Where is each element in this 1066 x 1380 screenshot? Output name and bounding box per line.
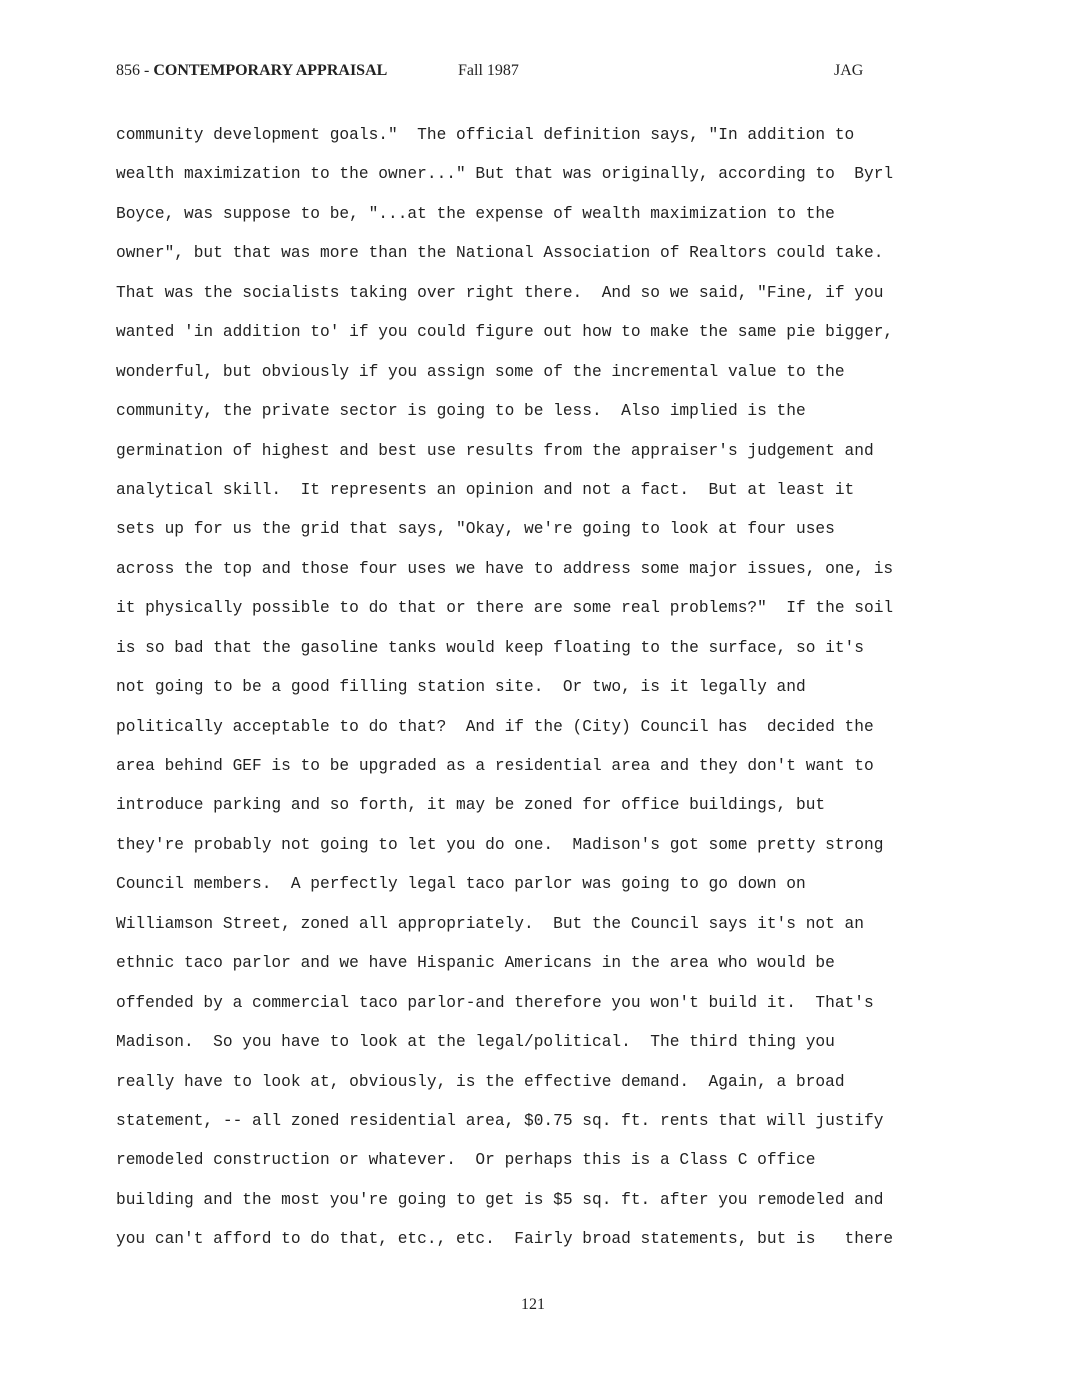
text-line: analytical skill. It represents an opinion and not a fact. But at least it xyxy=(116,480,855,499)
text-line: Boyce, was suppose to be, "...at the expense of wealth maximization to the xyxy=(116,204,835,223)
text-line: across the top and those four uses we have to address some major issues, one, is xyxy=(116,559,894,578)
text-line: is so bad that the gasoline tanks would keep floating to the surface, so it's xyxy=(116,638,864,657)
text-line: Council members. A perfectly legal taco parlor was going to go down on xyxy=(116,875,806,894)
text-line: community, the private sector is going to be less. Also implied is the xyxy=(116,402,806,421)
page-number: 121 xyxy=(521,1296,545,1313)
text-line: Madison. So you have to look at the legal/political. The third thing you xyxy=(116,1033,835,1052)
text-line: you can't afford to do that, etc., etc. Fairly broad statements, but is there xyxy=(116,1230,894,1249)
text-line: it physically possible to do that or there are some real problems?" If the soil xyxy=(116,599,894,618)
term-label: Fall 1987 xyxy=(458,62,519,79)
text-line: remodeled construction or whatever. Or perhaps this is a Class C office xyxy=(116,1151,816,1170)
text-line: community development goals." The official definition says, "In addition to xyxy=(116,126,855,144)
course-title: CONTEMPORARY APPRAISAL xyxy=(153,62,388,79)
text-line: germination of highest and best use results from the appraiser's judgement and xyxy=(116,441,874,460)
text-line: sets up for us the grid that says, "Okay, we're going to look at four uses xyxy=(116,520,835,539)
transcript-body xyxy=(116,116,976,1260)
text-line: ethnic taco parlor and we have Hispanic Americans in the area who would be xyxy=(116,954,835,973)
page-header xyxy=(116,62,956,86)
text-line: That was the socialists taking over right there. And so we said, "Fine, if you xyxy=(116,283,884,302)
text-line: wonderful, but obviously if you assign some of the incremental value to the xyxy=(116,362,845,381)
text-line: wealth maximization to the owner..." But that was originally, according to Byrl xyxy=(116,165,894,184)
text-line: wanted 'in addition to' if you could figure out how to make the same pie bigger, xyxy=(116,323,894,342)
text-line: owner", but that was more than the National Association of Realtors could take. xyxy=(116,244,884,263)
course-heading xyxy=(116,62,387,80)
text-line: statement, -- all zoned residential area, $0.75 sq. ft. rents that will justify xyxy=(116,1111,884,1130)
course-number: 856 - xyxy=(116,62,154,79)
text-line: not going to be a good filling station site. Or two, is it legally and xyxy=(116,678,806,697)
text-line: they're probably not going to let you do one. Madison's got some pretty strong xyxy=(116,835,884,854)
text-line: area behind GEF is to be upgraded as a residential area and they don't want to xyxy=(116,757,874,775)
author-initials: JAG xyxy=(834,62,864,79)
text-line: introduce parking and so forth, it may be zoned for office buildings, but xyxy=(116,796,826,815)
text-line: offended by a commercial taco parlor-and therefore you won't build it. That's xyxy=(116,993,874,1012)
text-line: really have to look at, obviously, is the effective demand. Again, a broad xyxy=(116,1072,845,1091)
text-line: Williamson Street, zoned all appropriately. But the Council says it's not an xyxy=(116,914,864,933)
text-line: building and the most you're going to get is $5 sq. ft. after you remodeled and xyxy=(116,1190,884,1209)
text-line: politically acceptable to do that? And if the (City) Council has decided the xyxy=(116,717,874,736)
